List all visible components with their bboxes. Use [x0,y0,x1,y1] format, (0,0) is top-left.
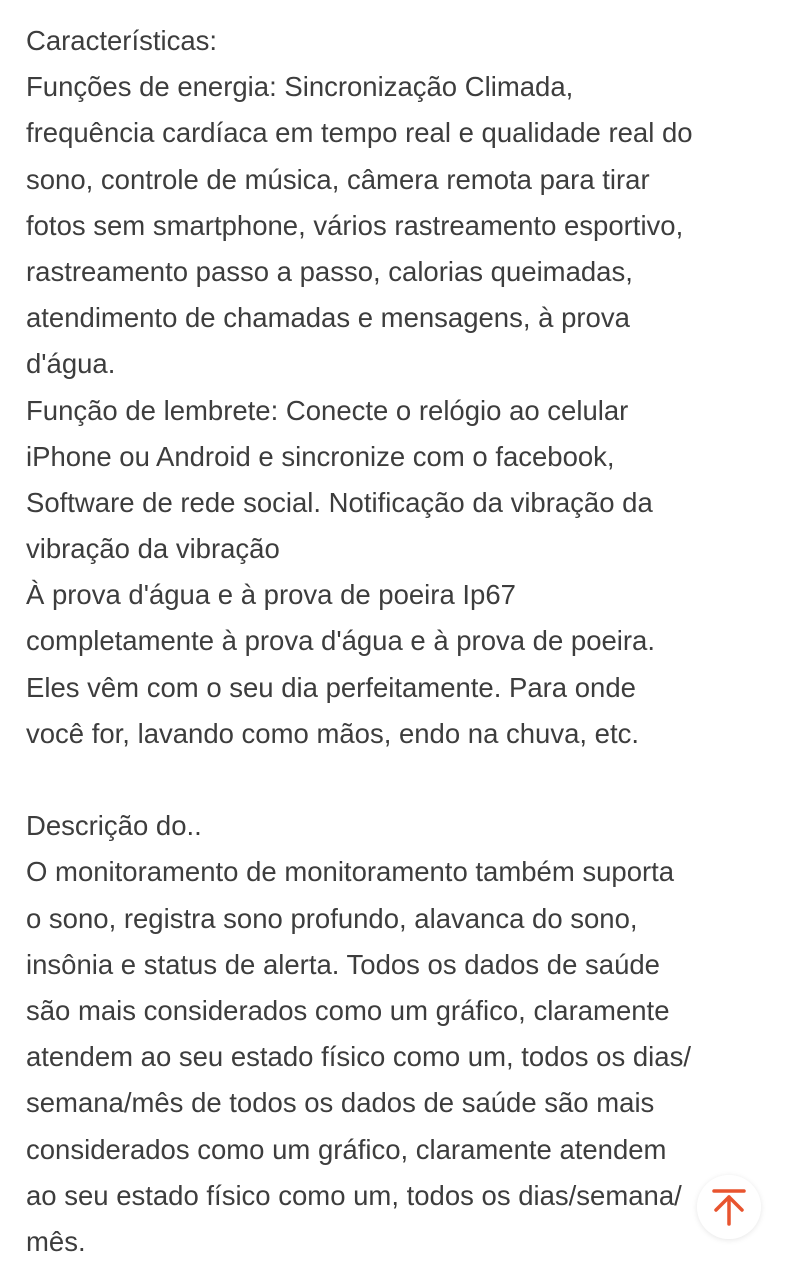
features-line: À prova d'água e à prova de poeira Ip67 [26,579,516,611]
description-line: ao seu estado físico como um, todos os dias/semana/ [26,1179,682,1211]
description-section [26,803,771,1265]
features-line: d'água. [26,348,116,380]
features-line: atendimento de chamadas e mensagens, à prova [26,302,630,334]
product-description [26,18,771,1265]
features-line: Eles vêm com o seu dia perfeitamente. Para onde [26,671,636,703]
features-line: completamente à prova d'água e à prova de poeira. [26,625,655,657]
description-line: atendem ao seu estado físico como um, todos os dias/ [26,1041,691,1073]
features-line: Funções de energia: Sincronização Climada, [26,71,574,103]
description-line: insônia e status de alerta. Todos os dados de saúde [26,948,660,980]
features-line: sono, controle de música, câmera remota para tirar [26,163,650,195]
features-heading: Características: [26,25,218,56]
description-line: mês. [26,1225,86,1257]
description-line: o sono, registra sono profundo, alavanca do sono, [26,902,638,934]
features-line: iPhone ou Android e sincronize com o facebook, [26,440,615,472]
features-line: Função de lembrete: Conecte o relógio ao celular [26,394,629,426]
description-line: são mais considerados como um gráfico, claramente [26,994,670,1026]
description-line: semana/mês de todos os dados de saúde são mais [26,1087,655,1119]
description-heading: Descrição do.. [26,810,202,842]
description-line: O monitoramento de monitoramento também suporta [26,856,675,888]
features-line: você for, lavando como mãos, endo na chuva, etc. [26,717,640,749]
features-line: fotos sem smartphone, vários rastreamento esportivo, [26,209,684,241]
description-line: considerados como um gráfico, claramente atendem [26,1133,667,1165]
features-line: Software de rede social. Notificação da vibração da [26,486,653,518]
scroll-to-top-button[interactable] [697,1175,761,1239]
features-line: frequência cardíaca em tempo real e qualidade real do [26,117,693,149]
arrow-up-to-top-icon [711,1187,747,1227]
features-line: rastreamento passo a passo, calorias queimadas, [26,255,633,287]
features-section [26,18,771,757]
features-line: vibração da vibração [26,533,280,565]
paragraph-spacer [26,757,771,803]
